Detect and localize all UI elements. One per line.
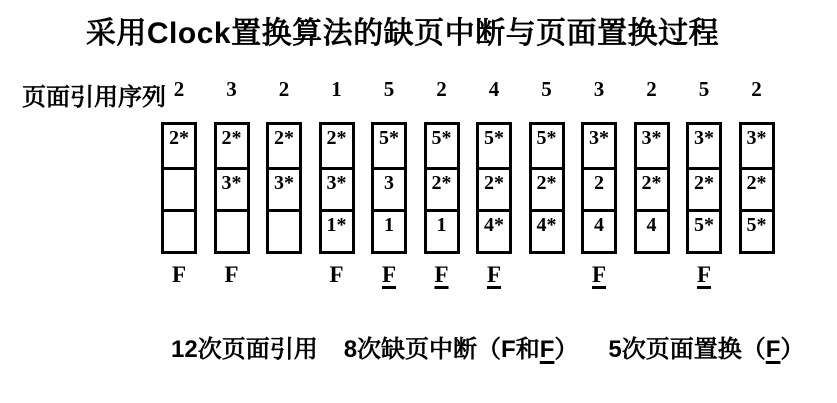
frame-cell [164, 167, 194, 209]
summary-line [171, 329, 804, 364]
page-fault-mark: F [486, 262, 502, 287]
reference-number: 2 [646, 77, 657, 101]
frame-cell: 2* [326, 127, 347, 149]
step-column-2 [214, 76, 250, 290]
frame-cell: 3* [746, 127, 767, 149]
frame-box [581, 122, 617, 254]
frame-cell [164, 209, 194, 251]
step-column-6 [424, 76, 460, 290]
step-column-5 [371, 76, 407, 290]
frame-cell: 5* [484, 127, 504, 149]
underlined-f-faults: F [539, 336, 555, 363]
reference-number: 5 [383, 77, 395, 101]
reference-number: 3 [226, 77, 237, 101]
frame-cell: 5* [689, 209, 719, 251]
page-fault-mark: F [381, 262, 397, 287]
page-fault-mark: F [171, 262, 187, 287]
frame-cell: 3* [322, 167, 352, 209]
summary-replacements-suffix: ） [780, 336, 805, 363]
frame-cell [217, 209, 247, 251]
frame-cell: 3* [217, 167, 247, 209]
frame-cell: 3* [269, 167, 299, 209]
frame-cell: 2* [427, 167, 457, 209]
step-column-3 [266, 76, 302, 290]
step-column-7 [476, 76, 512, 290]
page-fault-mark: F [434, 262, 449, 287]
frame-cell: 5* [742, 209, 772, 251]
frame-cell: 2* [169, 127, 189, 149]
frame-cell: 2* [479, 167, 509, 209]
page-fault-mark: F [696, 262, 712, 287]
frame-cell: 2* [274, 127, 294, 149]
page-fault-mark: F [591, 262, 607, 287]
step-column-10 [634, 76, 670, 290]
frame-cell: 4* [479, 209, 509, 251]
frame-box [319, 122, 355, 254]
reference-number: 1 [331, 77, 342, 101]
frame-cell: 4* [532, 209, 562, 251]
frame-cell: 4 [637, 209, 667, 251]
frame-cell: 3 [374, 167, 404, 209]
reference-number: 2 [278, 77, 290, 101]
reference-number: 2 [436, 77, 447, 101]
frame-cell: 3* [694, 127, 714, 149]
frame-cell: 3* [641, 127, 662, 149]
diagram-title: 采用Clock置换算法的缺页中断与页面置换过程 [85, 17, 720, 50]
frame-cell: 5* [536, 127, 557, 149]
frame-cell: 1 [374, 209, 404, 251]
frame-cell: 5* [379, 127, 399, 149]
frame-cell: 2 [584, 167, 614, 209]
reference-number: 3 [593, 77, 605, 101]
frame-cell: 1* [322, 209, 352, 251]
step-column-8 [529, 76, 565, 290]
frame-cell: 4 [584, 209, 614, 251]
frame-cell: 1 [427, 209, 457, 251]
reference-number: 4 [488, 77, 500, 101]
frame-cell: 2* [221, 127, 242, 149]
summary-faults-suffix: ） [554, 336, 579, 363]
frame-box [371, 122, 407, 254]
reference-number: 2 [751, 77, 762, 101]
frame-box [686, 122, 722, 254]
summary-references: 12次页面引用 [171, 336, 318, 363]
frame-cell: 2* [742, 167, 772, 209]
sequence-label: 页面引用序列 [22, 84, 166, 111]
frame-box [529, 122, 565, 254]
reference-number: 5 [541, 77, 552, 101]
step-column-11 [686, 76, 722, 290]
reference-number: 2 [173, 77, 185, 101]
summary-faults [344, 336, 579, 363]
step-column-12 [739, 76, 775, 290]
frame-box [266, 122, 302, 254]
frame-cell: 2* [689, 167, 719, 209]
step-column-1 [161, 76, 197, 290]
frame-cell: 3* [589, 127, 609, 149]
summary-faults-prefix: 8次缺页中断（F和 [343, 336, 540, 363]
frame-box [739, 122, 775, 254]
frame-box [214, 122, 250, 254]
step-column-9 [581, 76, 617, 290]
frame-cell [269, 209, 299, 251]
reference-columns [161, 76, 775, 290]
frame-box [634, 122, 670, 254]
reference-number: 5 [698, 77, 710, 101]
step-column-4 [319, 76, 355, 290]
underlined-f-replacements: F [765, 336, 781, 363]
frame-cell: 2* [532, 167, 562, 209]
frame-box [476, 122, 512, 254]
page-fault-mark: F [224, 262, 239, 287]
summary-replacements-prefix: 5次页面置换（ [608, 336, 766, 363]
frame-cell: 5* [431, 127, 452, 149]
summary-replacements [608, 336, 804, 363]
frame-box [161, 122, 197, 254]
frame-box [424, 122, 460, 254]
page-fault-mark: F [329, 262, 344, 287]
frame-cell: 2* [637, 167, 667, 209]
